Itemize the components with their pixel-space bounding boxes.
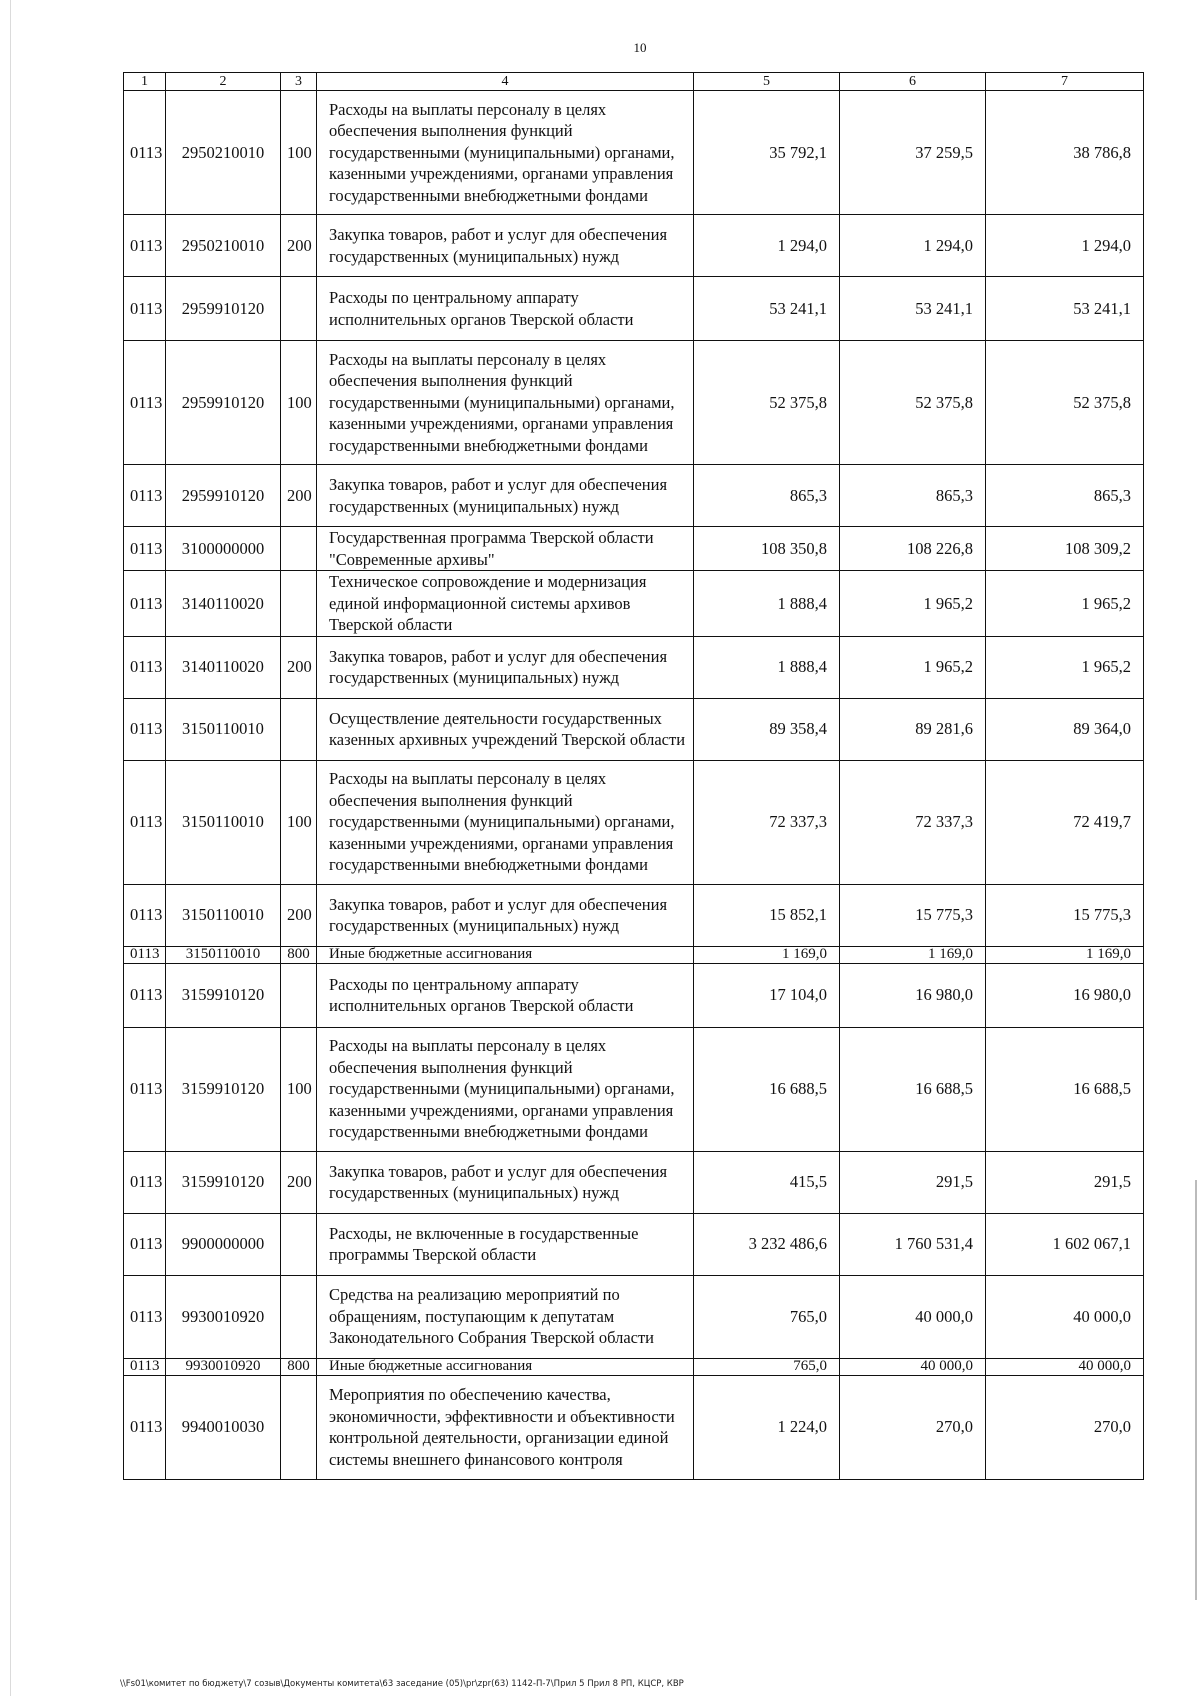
amount-year3-cell: 89 364,0	[986, 698, 1144, 760]
expense-type-cell: 800	[281, 946, 317, 963]
table-row	[124, 215, 1144, 277]
item-name-cell: Закупка товаров, работ и услуг для обеспечения государственных (муниципальных) нужд	[317, 215, 694, 277]
item-name-cell: Осуществление деятельности государственных казенных архивных учреждений Тверской области	[317, 698, 694, 760]
section-code-cell: 0113	[124, 636, 166, 698]
table-body	[124, 91, 1144, 1480]
item-name-cell: Расходы на выплаты персоналу в целях обеспечения выполнения функций государственными (муниципальными) органами, казенными учреждениями, органами управления государственными внебюджетными фондами	[317, 91, 694, 215]
table-row	[124, 636, 1144, 698]
amount-year1-cell: 765,0	[694, 1358, 840, 1375]
target-article-cell: 3140110020	[166, 636, 281, 698]
amount-year2-cell: 72 337,3	[840, 760, 986, 884]
amount-year3-cell: 1 965,2	[986, 636, 1144, 698]
amount-year3-cell: 1 294,0	[986, 215, 1144, 277]
amount-year2-cell: 108 226,8	[840, 527, 986, 571]
item-name-cell: Закупка товаров, работ и услуг для обеспечения государственных (муниципальных) нужд	[317, 465, 694, 527]
column-number-3: 3	[281, 73, 317, 91]
amount-year2-cell: 40 000,0	[840, 1358, 986, 1375]
target-article-cell: 9900000000	[166, 1213, 281, 1275]
target-article-cell: 2959910120	[166, 465, 281, 527]
item-name-cell: Расходы на выплаты персоналу в целях обеспечения выполнения функций государственными (муниципальными) органами, казенными учреждениями, органами управления государственными внебюджетными фондами	[317, 760, 694, 884]
target-article-cell: 3150110010	[166, 760, 281, 884]
amount-year2-cell: 89 281,6	[840, 698, 986, 760]
table-row	[124, 277, 1144, 341]
target-article-cell: 3150110010	[166, 946, 281, 963]
amount-year2-cell: 16 688,5	[840, 1027, 986, 1151]
table-row	[124, 1213, 1144, 1275]
table-row	[124, 946, 1144, 963]
amount-year3-cell: 72 419,7	[986, 760, 1144, 884]
item-name-cell: Расходы на выплаты персоналу в целях обеспечения выполнения функций государственными (муниципальными) органами, казенными учреждениями, органами управления государственными внебюджетными фондами	[317, 1027, 694, 1151]
table-row	[124, 1151, 1144, 1213]
amount-year2-cell: 865,3	[840, 465, 986, 527]
amount-year3-cell: 40 000,0	[986, 1358, 1144, 1375]
amount-year3-cell: 270,0	[986, 1375, 1144, 1479]
amount-year3-cell: 865,3	[986, 465, 1144, 527]
expense-type-cell	[281, 698, 317, 760]
section-code-cell: 0113	[124, 884, 166, 946]
expense-type-cell: 100	[281, 760, 317, 884]
amount-year3-cell: 15 775,3	[986, 884, 1144, 946]
expense-type-cell: 800	[281, 1358, 317, 1375]
section-code-cell: 0113	[124, 1027, 166, 1151]
item-name-cell: Расходы на выплаты персоналу в целях обеспечения выполнения функций государственными (муниципальными) органами, казенными учреждениями, органами управления государственными внебюджетными фондами	[317, 341, 694, 465]
expense-type-cell: 200	[281, 465, 317, 527]
column-number-4: 4	[317, 73, 694, 91]
expense-type-cell	[281, 1275, 317, 1358]
item-name-cell: Мероприятия по обеспечению качества, экономичности, эффективности и объективности контрольной деятельности, организации единой системы внешнего финансового контроля	[317, 1375, 694, 1479]
amount-year1-cell: 108 350,8	[694, 527, 840, 571]
expense-type-cell	[281, 963, 317, 1027]
table-row	[124, 760, 1144, 884]
section-code-cell: 0113	[124, 760, 166, 884]
section-code-cell: 0113	[124, 1151, 166, 1213]
section-code-cell: 0113	[124, 91, 166, 215]
item-name-cell: Государственная программа Тверской области "Современные архивы"	[317, 527, 694, 571]
table-row	[124, 527, 1144, 571]
item-name-cell: Расходы, не включенные в государственные программы Тверской области	[317, 1213, 694, 1275]
expense-type-cell: 200	[281, 1151, 317, 1213]
amount-year3-cell: 291,5	[986, 1151, 1144, 1213]
target-article-cell: 3150110010	[166, 698, 281, 760]
amount-year2-cell: 1 294,0	[840, 215, 986, 277]
amount-year1-cell: 1 169,0	[694, 946, 840, 963]
target-article-cell: 9930010920	[166, 1275, 281, 1358]
amount-year3-cell: 1 169,0	[986, 946, 1144, 963]
amount-year3-cell: 1 965,2	[986, 571, 1144, 637]
amount-year1-cell: 16 688,5	[694, 1027, 840, 1151]
amount-year2-cell: 1 760 531,4	[840, 1213, 986, 1275]
expense-type-cell	[281, 1375, 317, 1479]
amount-year2-cell: 40 000,0	[840, 1275, 986, 1358]
item-name-cell: Закупка товаров, работ и услуг для обеспечения государственных (муниципальных) нужд	[317, 884, 694, 946]
amount-year1-cell: 17 104,0	[694, 963, 840, 1027]
amount-year1-cell: 1 294,0	[694, 215, 840, 277]
section-code-cell: 0113	[124, 215, 166, 277]
target-article-cell: 2959910120	[166, 341, 281, 465]
target-article-cell: 3150110010	[166, 884, 281, 946]
budget-table-container	[123, 72, 1144, 1480]
amount-year3-cell: 16 980,0	[986, 963, 1144, 1027]
section-code-cell: 0113	[124, 1275, 166, 1358]
section-code-cell: 0113	[124, 1358, 166, 1375]
amount-year1-cell: 72 337,3	[694, 760, 840, 884]
target-article-cell: 3159910120	[166, 1027, 281, 1151]
expense-type-cell: 100	[281, 341, 317, 465]
table-row	[124, 1358, 1144, 1375]
amount-year3-cell: 38 786,8	[986, 91, 1144, 215]
amount-year1-cell: 52 375,8	[694, 341, 840, 465]
column-number-6: 6	[840, 73, 986, 91]
amount-year2-cell: 53 241,1	[840, 277, 986, 341]
budget-table	[123, 72, 1144, 1480]
section-code-cell: 0113	[124, 341, 166, 465]
amount-year1-cell: 1 224,0	[694, 1375, 840, 1479]
amount-year2-cell: 1 965,2	[840, 571, 986, 637]
footer-file-path: \\Fs01\комитет по бюджету\7 созыв\Документы комитета\63 заседание (05)\pr\zpr(63) 1142-П-7\Прил 5 Прил 8 РП, КЦСР, КВР	[120, 1679, 684, 1689]
column-number-7: 7	[986, 73, 1144, 91]
target-article-cell: 2950210010	[166, 91, 281, 215]
expense-type-cell: 200	[281, 636, 317, 698]
column-number-row	[124, 73, 1144, 91]
expense-type-cell: 200	[281, 884, 317, 946]
table-row	[124, 1027, 1144, 1151]
amount-year2-cell: 270,0	[840, 1375, 986, 1479]
amount-year3-cell: 53 241,1	[986, 277, 1144, 341]
table-row	[124, 1375, 1144, 1479]
section-code-cell: 0113	[124, 465, 166, 527]
column-number-1: 1	[124, 73, 166, 91]
item-name-cell: Закупка товаров, работ и услуг для обеспечения государственных (муниципальных) нужд	[317, 1151, 694, 1213]
amount-year1-cell: 53 241,1	[694, 277, 840, 341]
amount-year1-cell: 89 358,4	[694, 698, 840, 760]
section-code-cell: 0113	[124, 277, 166, 341]
item-name-cell: Расходы по центральному аппарату исполнительных органов Тверской области	[317, 277, 694, 341]
target-article-cell: 3159910120	[166, 1151, 281, 1213]
amount-year1-cell: 35 792,1	[694, 91, 840, 215]
expense-type-cell: 200	[281, 215, 317, 277]
expense-type-cell	[281, 1213, 317, 1275]
amount-year2-cell: 15 775,3	[840, 884, 986, 946]
expense-type-cell	[281, 527, 317, 571]
item-name-cell: Закупка товаров, работ и услуг для обеспечения государственных (муниципальных) нужд	[317, 636, 694, 698]
table-row	[124, 341, 1144, 465]
target-article-cell: 3100000000	[166, 527, 281, 571]
expense-type-cell: 100	[281, 91, 317, 215]
table-row	[124, 963, 1144, 1027]
item-name-cell: Расходы по центральному аппарату исполнительных органов Тверской области	[317, 963, 694, 1027]
amount-year2-cell: 37 259,5	[840, 91, 986, 215]
expense-type-cell	[281, 277, 317, 341]
table-row	[124, 571, 1144, 637]
amount-year1-cell: 865,3	[694, 465, 840, 527]
scan-edge-mark	[1195, 1180, 1197, 1600]
page-number: 10	[633, 40, 647, 55]
table-row	[124, 1275, 1144, 1358]
target-article-cell: 9930010920	[166, 1358, 281, 1375]
section-code-cell: 0113	[124, 698, 166, 760]
section-code-cell: 0113	[124, 1375, 166, 1479]
table-row	[124, 884, 1144, 946]
column-number-5: 5	[694, 73, 840, 91]
table-row	[124, 698, 1144, 760]
item-name-cell: Техническое сопровождение и модернизация единой информационной системы архивов Тверской области	[317, 571, 694, 637]
target-article-cell: 2950210010	[166, 215, 281, 277]
amount-year2-cell: 1 965,2	[840, 636, 986, 698]
section-code-cell: 0113	[124, 1213, 166, 1275]
section-code-cell: 0113	[124, 571, 166, 637]
section-code-cell: 0113	[124, 946, 166, 963]
item-name-cell: Средства на реализацию мероприятий по обращениям, поступающим к депутатам Законодательного Собрания Тверской области	[317, 1275, 694, 1358]
target-article-cell: 3140110020	[166, 571, 281, 637]
amount-year1-cell: 3 232 486,6	[694, 1213, 840, 1275]
amount-year1-cell: 765,0	[694, 1275, 840, 1358]
amount-year2-cell: 52 375,8	[840, 341, 986, 465]
expense-type-cell: 100	[281, 1027, 317, 1151]
amount-year2-cell: 16 980,0	[840, 963, 986, 1027]
amount-year3-cell: 1 602 067,1	[986, 1213, 1144, 1275]
item-name-cell: Иные бюджетные ассигнования	[317, 946, 694, 963]
expense-type-cell	[281, 571, 317, 637]
amount-year3-cell: 108 309,2	[986, 527, 1144, 571]
binder-margin-mark	[10, 0, 11, 1696]
amount-year1-cell: 1 888,4	[694, 571, 840, 637]
target-article-cell: 9940010030	[166, 1375, 281, 1479]
amount-year1-cell: 1 888,4	[694, 636, 840, 698]
amount-year3-cell: 16 688,5	[986, 1027, 1144, 1151]
section-code-cell: 0113	[124, 527, 166, 571]
table-row	[124, 465, 1144, 527]
amount-year2-cell: 1 169,0	[840, 946, 986, 963]
section-code-cell: 0113	[124, 963, 166, 1027]
table-row	[124, 91, 1144, 215]
item-name-cell: Иные бюджетные ассигнования	[317, 1358, 694, 1375]
target-article-cell: 2959910120	[166, 277, 281, 341]
amount-year1-cell: 415,5	[694, 1151, 840, 1213]
amount-year2-cell: 291,5	[840, 1151, 986, 1213]
column-number-2: 2	[166, 73, 281, 91]
target-article-cell: 3159910120	[166, 963, 281, 1027]
amount-year3-cell: 40 000,0	[986, 1275, 1144, 1358]
amount-year3-cell: 52 375,8	[986, 341, 1144, 465]
amount-year1-cell: 15 852,1	[694, 884, 840, 946]
